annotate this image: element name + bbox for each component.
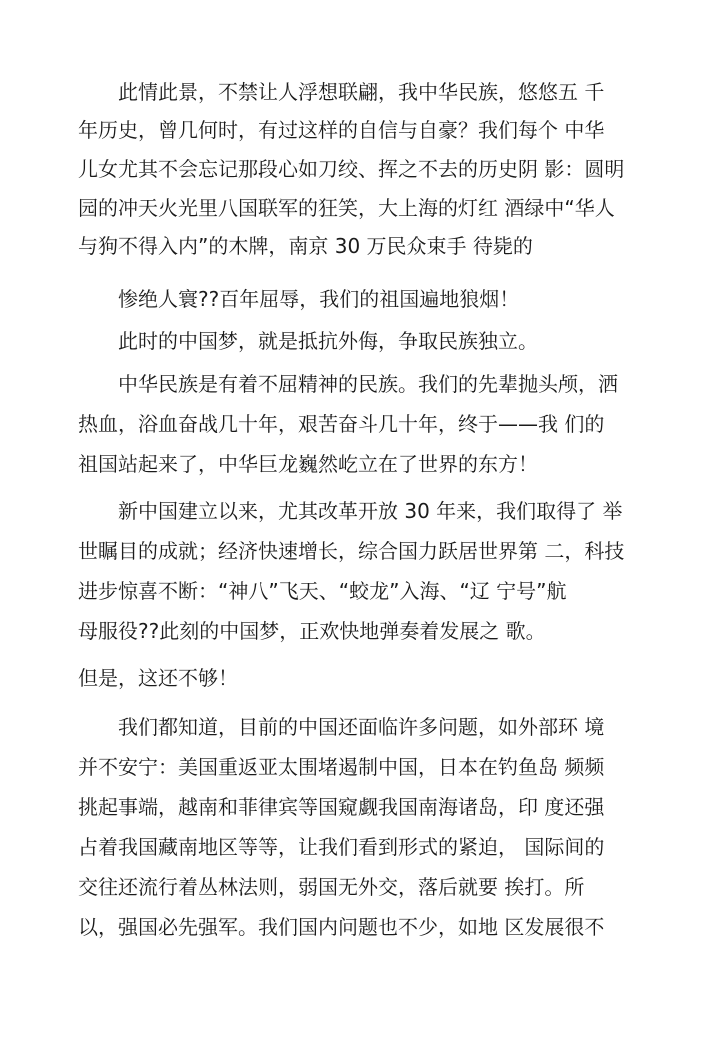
text-line-20: 交往还流行着丛林法则，弱国无外交，落后就要 挨打。所 xyxy=(78,875,585,899)
text-line-8: 中华民族是有着不屈精神的民族。我们的先辈抛头颅，洒 xyxy=(118,372,618,396)
text-line-7: 此时的中国梦，就是抵抗外侮，争取民族独立。 xyxy=(118,329,538,353)
text-line-17: 并不安宁：美国重返亚太围堵遏制中国，日本在钓鱼岛 频频 xyxy=(78,755,605,779)
text-line-14: 母服役??此刻的中国梦，正欢快地弹奏着发展之 歌。 xyxy=(78,619,546,643)
text-line-6: 惨绝人寰??百年屈辱，我们的祖国遍地狼烟！ xyxy=(118,287,520,311)
text-line-15: 但是，这还不够！ xyxy=(78,666,238,690)
text-line-1: 此情此景，不禁让人浮想联翩，我中华民族，悠悠五 千 xyxy=(118,80,605,104)
text-line-9: 热血，浴血奋战几十年，艰苦奋斗几十年，终于——我 们的 xyxy=(78,412,605,436)
text-line-19: 占着我国藏南地区等等，让我们看到形式的紧迫， 国际间的 xyxy=(78,835,605,859)
text-line-4: 园的冲天火光里八国联军的狂笑，大上海的灯红 酒绿中“华人 xyxy=(78,196,615,220)
text-line-21: 以，强国必先强军。我们国内问题也不少，如地 区发展很不 xyxy=(78,915,605,939)
text-line-5: 与狗不得入内”的木牌，南京 30 万民众束手 待毙的 xyxy=(78,234,533,258)
text-line-16: 我们都知道，目前的中国还面临许多问题，如外部环 境 xyxy=(118,715,605,739)
text-line-2: 年历史，曾几何时，有过这样的自信与自豪？我们每个 中华 xyxy=(78,118,605,142)
text-line-11: 新中国建立以来，尤其改革开放 30 年来，我们取得了 举 xyxy=(118,499,623,523)
text-line-10: 祖国站起来了，中华巨龙巍然屹立在了世界的东方！ xyxy=(78,452,538,476)
text-line-18: 挑起事端，越南和菲律宾等国窥觑我国南海诸岛，印 度还强 xyxy=(78,795,605,819)
text-line-3: 儿女尤其不会忘记那段心如刀绞、挥之不去的历史阴 影：圆明 xyxy=(78,157,625,181)
text-line-13: 进步惊喜不断：“神八”飞天、“蛟龙”入海、“辽 宁号”航 xyxy=(78,579,567,603)
text-line-12: 世瞩目的成就；经济快速增长，综合国力跃居世界第 二，科技 xyxy=(78,539,625,563)
